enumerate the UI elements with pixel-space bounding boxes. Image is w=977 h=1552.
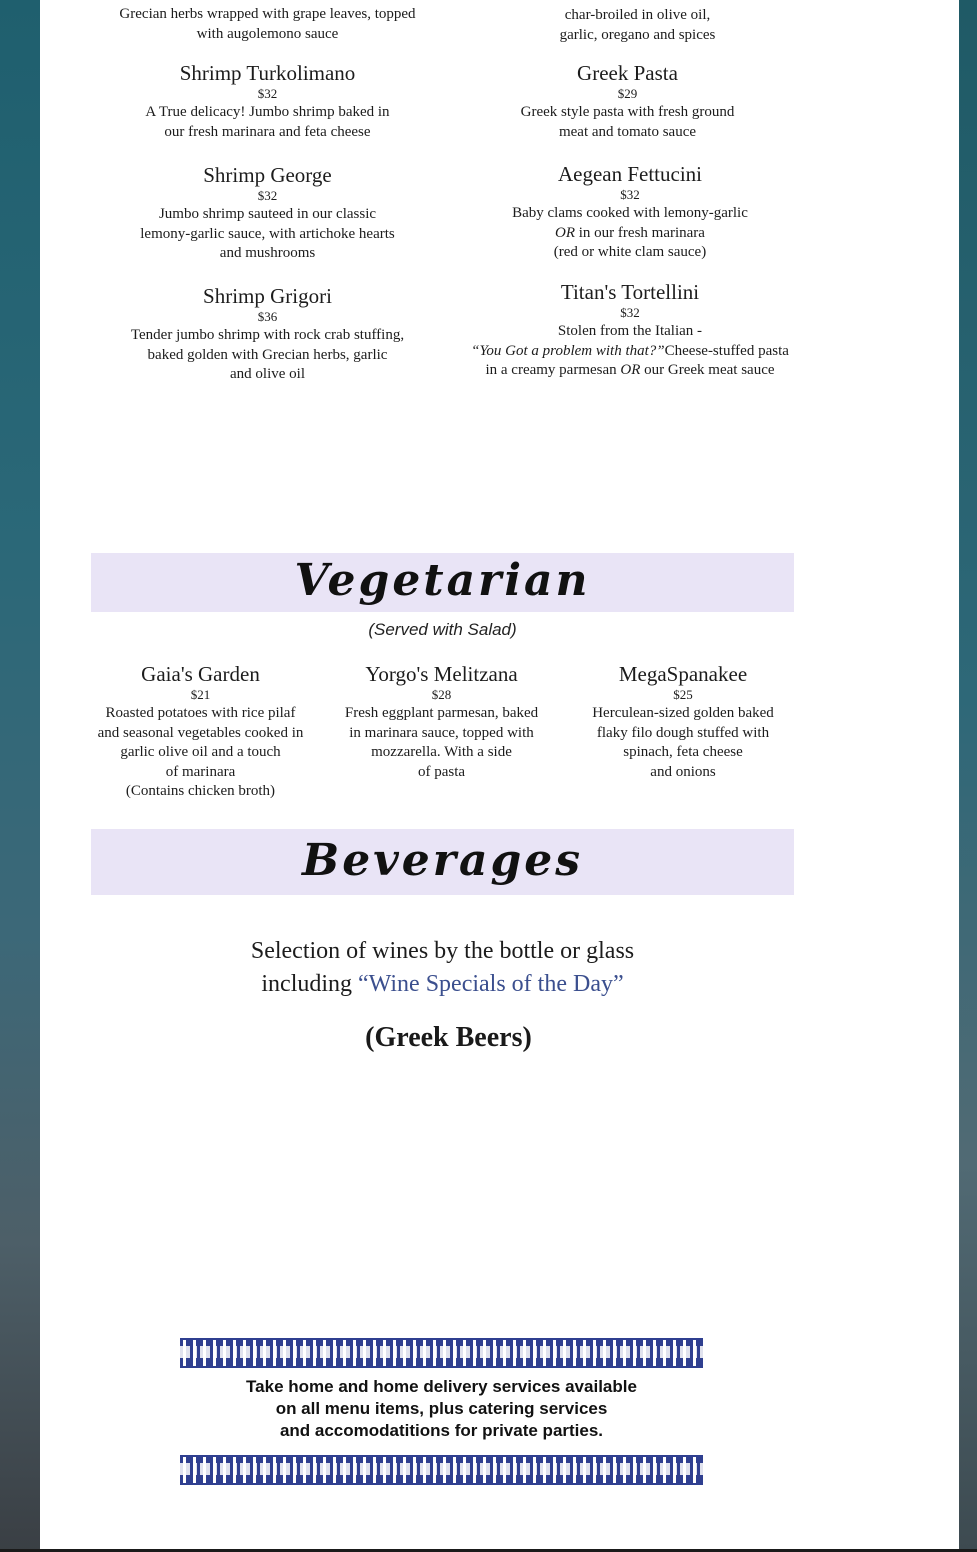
top-left-partial-item <box>95 5 440 44</box>
dish-name: MegaSpanakee <box>618 662 748 686</box>
dish-name: Shrimp Turkolimano <box>179 61 356 85</box>
menu-item <box>110 61 425 142</box>
dish-name: Greek Pasta <box>577 61 678 85</box>
dish-description: Fresh eggplant parmesan, baked in marinara sauce, topped with mozzarella. With a side of pasta <box>344 705 539 780</box>
menu-item <box>578 662 788 782</box>
menu-item <box>110 163 425 264</box>
wine-selection-text: Selection of wines by the bottle or glass including “Wine Specials of the Day” <box>250 938 635 997</box>
greek-key-border-bottom <box>180 1455 703 1485</box>
beverages-header-band <box>91 829 794 895</box>
menu-item <box>110 284 425 385</box>
menu-item <box>455 280 805 381</box>
dish-price: $36 <box>257 309 278 324</box>
dish-description: Grecian herbs wrapped with grape leaves, topped with augolemono sauce <box>119 6 416 42</box>
menu-item <box>480 162 780 263</box>
greek-key-border-top <box>180 1338 703 1368</box>
dish-price: $29 <box>617 86 638 101</box>
section-title-beverages: Beverages <box>302 835 583 886</box>
greek-beers-label: (Greek Beers) <box>365 1022 532 1053</box>
dish-name: Shrimp George <box>203 163 332 187</box>
menu-item <box>333 662 550 782</box>
dish-description: Baby clams cooked with lemony-garlic OR in our fresh marinara (red or white clam sauce) <box>512 205 748 260</box>
dish-name: Gaia's Garden <box>141 662 260 686</box>
dish-name: Shrimp Grigori <box>203 284 332 308</box>
left-edge-border <box>0 0 40 1552</box>
served-with-salad-note: (Served with Salad) <box>368 620 517 639</box>
dish-description: A True delicacy! Jumbo shrimp baked in our fresh marinara and feta cheese <box>145 104 390 140</box>
dish-description: Roasted potatoes with rice pilaf and seasonal vegetables cooked in garlic olive oil and a touch of marinara (Contains chicken broth) <box>97 705 304 799</box>
dish-price: $32 <box>620 187 640 202</box>
right-edge-border <box>959 0 977 1552</box>
section-title-vegetarian: Vegetarian <box>294 555 591 606</box>
wine-specials-highlight: “Wine Specials of the Day” <box>358 971 624 997</box>
dish-description: char-broiled in olive oil, garlic, oregano and spices <box>559 7 716 43</box>
dish-description: Stolen from the Italian - “You Got a problem with that?”Cheese-stuffed pasta in a creamy parmesan OR our Greek meat sauce <box>471 323 789 378</box>
dish-price: $32 <box>620 305 640 320</box>
dish-price: $32 <box>257 188 278 203</box>
dish-description: Tender jumbo shrimp with rock crab stuffing, baked golden with Grecian herbs, garlic and olive oil <box>130 327 405 382</box>
dish-price: $25 <box>673 687 693 702</box>
dish-name: Yorgo's Melitzana <box>365 662 518 686</box>
menu-item <box>480 61 775 142</box>
top-right-partial-item <box>500 6 775 45</box>
dish-description: Herculean-sized golden baked flaky filo dough stuffed with spinach, feta cheese and onions <box>592 705 774 780</box>
dish-price: $28 <box>431 687 452 702</box>
dish-description: Jumbo shrimp sauteed in our classic lemony-garlic sauce, with artichoke hearts and mushrooms <box>140 206 395 261</box>
dish-price: $21 <box>190 687 211 702</box>
dish-description: Greek style pasta with fresh ground meat and tomato sauce <box>520 104 735 140</box>
dish-name: Titan's Tortellini <box>560 280 700 304</box>
dish-name: Aegean Fettucini <box>557 162 703 186</box>
delivery-services-note: Take home and home delivery services available on all menu items, plus catering services and accomodatitions for private parties. <box>246 1377 637 1440</box>
vegetarian-header-band <box>91 553 794 612</box>
menu-item <box>88 662 313 802</box>
dish-price: $32 <box>257 86 278 101</box>
